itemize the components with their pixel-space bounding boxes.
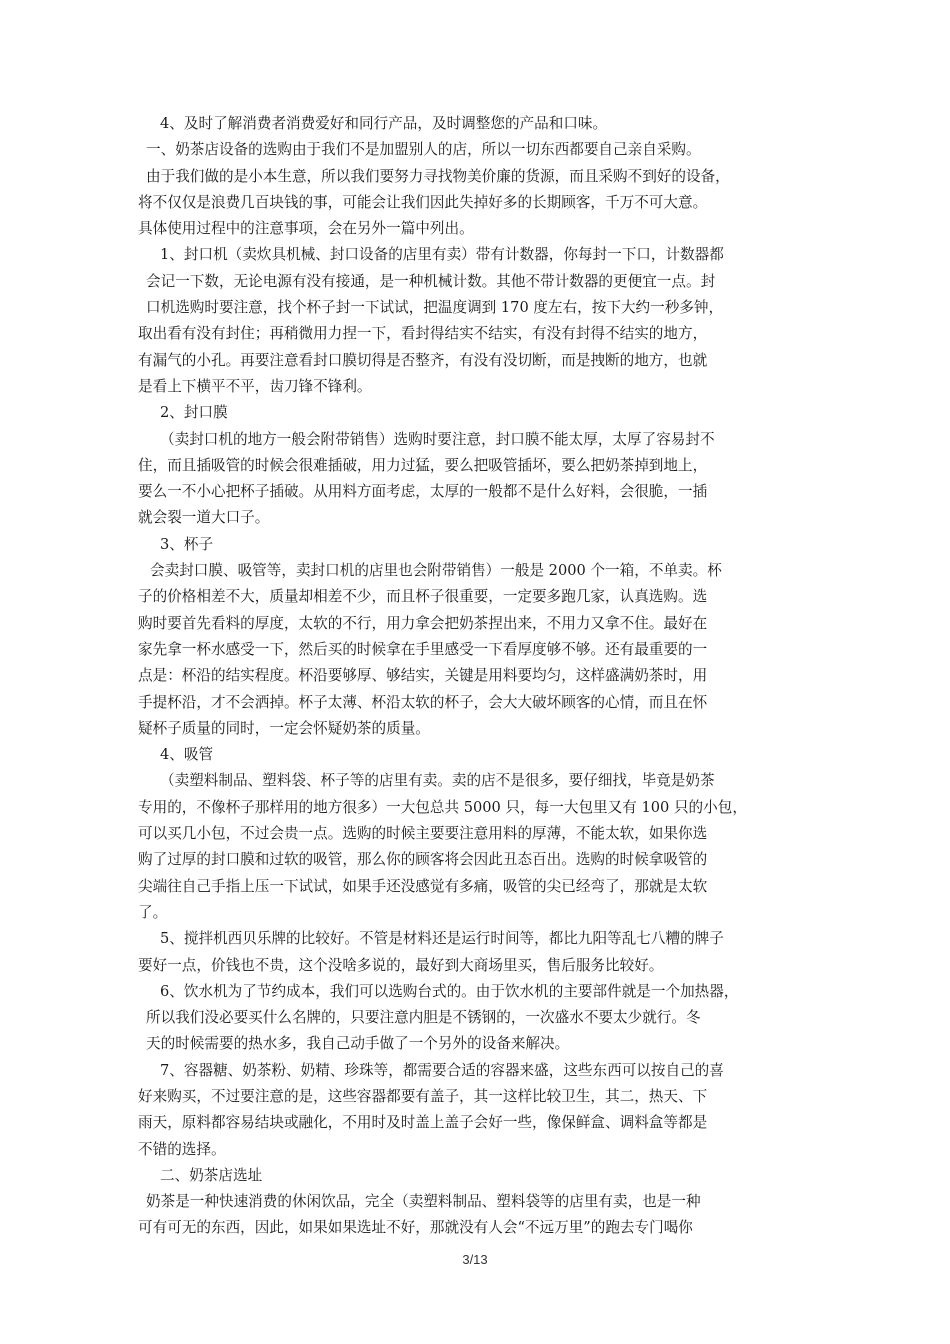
text-line: 疑杯子质量的同时，一定会怀疑奶茶的质量。 (138, 719, 430, 737)
text-line: 一、奶茶店设备的选购由于我们不是加盟别人的店，所以一切东西都要自己亲自采购。 (146, 141, 701, 159)
text-line: 4、吸管 (160, 746, 214, 764)
text-line: 了。 (138, 903, 168, 921)
text-line: 奶茶是一种快速消费的休闲饮品，完全（卖塑料制品、塑料袋等的店里有卖，也是一种 (146, 1193, 701, 1211)
text-line: 口机选购时要注意，找个杯子封一下试试，把温度调到 170 度左右，按下大约一秒多钟， (146, 299, 724, 317)
text-line: 专用的，不像杯子那样用的地方很多）一大包总共 5000 只，每一大包里又有 100 只的小包， (138, 798, 747, 816)
text-line: 天的时候需要的热水多，我自己动手做了一个另外的设备来解决。 (146, 1035, 570, 1053)
text-line: 7、容器糖、奶茶粉、奶精、珍珠等，都需要合适的容器来盛，这些东西可以按自己的喜 (160, 1061, 724, 1079)
text-line: 要好一点，价钱也不贵，这个没啥多说的，最好到大商场里买，售后服务比较好。 (138, 956, 664, 974)
text-line: 子的价格相差不大，质量却相差不少，而且杯子很重要，一定要多跑几家，认真选购。选 (138, 588, 708, 606)
text-line: 是看上下横平不平，齿刀锋不锋利。 (138, 377, 372, 395)
text-line: 就会裂一道大口子。 (138, 509, 270, 527)
text-line: 雨天，原料都容易结块或融化，不用时及时盖上盖子会好一些，像保鲜盒、调料盒等都是 (138, 1114, 708, 1132)
document-body (138, 111, 822, 1242)
text-line: （卖塑料制品、塑料袋、杯子等的店里有卖。卖的店不是很多，要仔细找，毕竟是奶茶 (160, 772, 715, 790)
text-line: 尖端往自己手指上压一下试试，如果手还没感觉有多痛，吸管的尖已经弯了，那就是太软 (138, 877, 708, 895)
text-line: 二、奶茶店选址 (160, 1166, 263, 1184)
text-line: 将不仅仅是浪费几百块钱的事，可能会让我们因此失掉好多的长期顾客，千万不可大意。 (138, 193, 708, 211)
text-line: 3、杯子 (160, 535, 214, 553)
text-line: 会卖封口膜、吸管等，卖封口机的店里也会附带销售）一般是 2000 个一箱，不单卖。杯 (150, 562, 722, 580)
text-line: 5、搅拌机西贝乐牌的比较好。不管是材料还是运行时间等，都比九阳等乱七八糟的牌子 (160, 930, 724, 948)
text-line: 家先拿一杯水感受一下，然后买的时候拿在手里感受一下看厚度够不够。还有最重要的一 (138, 640, 708, 658)
text-line: 所以我们没必要买什么名牌的，只要注意内胆是不锈钢的，一次盛水不要太少就行。冬 (146, 1009, 701, 1027)
text-line: 4、及时了解消费者消费爱好和同行产品，及时调整您的产品和口味。 (160, 115, 608, 132)
text-line: 不错的选择。 (138, 1140, 226, 1158)
text-line: 取出看有没有封住；再稍微用力捏一下，看封得结实不结实，有没有封得不结实的地方， (138, 325, 708, 343)
page-number: 3/13 (462, 1252, 488, 1267)
text-line: 可有可无的东西，因此，如果如果选址不好，那就没有人会“不远万里”的跑去专门喝你 (138, 1219, 693, 1237)
text-line: 2、封口膜 (160, 404, 228, 422)
text-line: 会记一下数，无论电源有没有接通，是一种机械计数。其他不带计数器的更便宜一点。封 (146, 272, 716, 290)
text-line: 由于我们做的是小本生意，所以我们要努力寻找物美价廉的货源，而且采购不到好的设备， (146, 167, 730, 185)
text-line: 6、饮水机为了节约成本，我们可以选购台式的。由于饮水机的主要部件就是一个加热器， (160, 982, 739, 1000)
text-line: 具体使用过程中的注意事项，会在另外一篇中列出。 (138, 220, 474, 238)
text-line: 可以买几小包，不过会贵一点。选购的时候主要要注意用料的厚薄，不能太软，如果你选 (138, 825, 708, 843)
text-line: 住，而且插吸管的时候会很难插破，用力过猛，要么把吸管插坏，要么把奶茶掉到地上， (138, 456, 708, 474)
text-line: 购了过厚的封口膜和过软的吸管，那么你的顾客将会因此丑态百出。选购的时候拿吸管的 (138, 851, 708, 869)
text-line: 好来购买，不过要注意的是，这些容器都要有盖子，其一这样比较卫生，其二，热天、下 (138, 1087, 708, 1105)
text-line: 要么一不小心把杯子插破。从用料方面考虑，太厚的一般都不是什么好料，会很脆，一插 (138, 483, 708, 501)
text-line: （卖封口机的地方一般会附带销售）选购时要注意，封口膜不能太厚，太厚了容易封不 (160, 430, 715, 448)
text-line: 手提杯沿，才不会洒掉。杯子太薄、杯沿太软的杯子，会大大破坏顾客的心情，而且在怀 (138, 693, 708, 711)
text-line: 点是：杯沿的结实程度。杯沿要够厚、够结实，关键是用料要均匀，这样盛满奶茶时，用 (138, 667, 708, 685)
text-line: 购时要首先看料的厚度，太软的不行，用力拿会把奶茶捏出来，不用力又拿不住。最好在 (138, 614, 708, 632)
text-line: 有漏气的小孔。再要注意看封口膜切得是否整齐，有没有没切断，而是拽断的地方，也就 (138, 351, 708, 369)
text-line: 1、封口机（卖炊具机械、封口设备的店里有卖）带有计数器，你每封一下口，计数器都 (160, 246, 724, 264)
